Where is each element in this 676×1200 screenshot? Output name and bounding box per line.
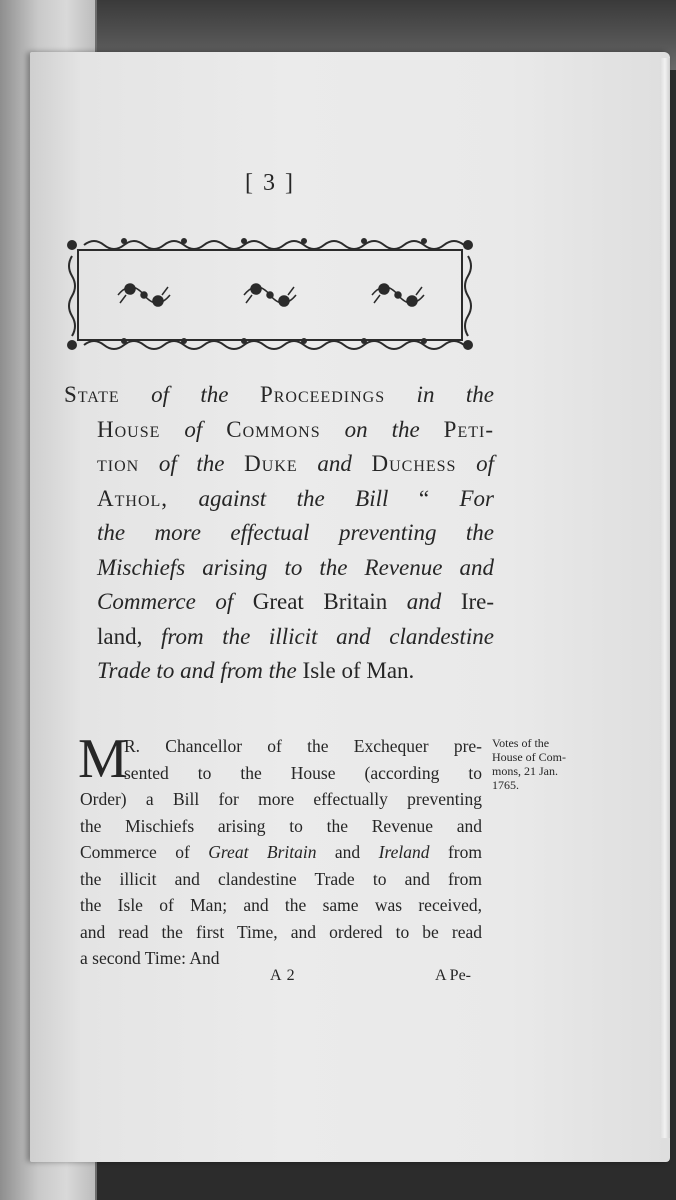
text-run: Commons xyxy=(226,416,321,442)
text-run: House xyxy=(97,416,161,442)
text-run: Peti- xyxy=(443,416,494,442)
margin-note-line: Votes of the xyxy=(492,736,550,750)
text-run: “ xyxy=(418,485,460,511)
title-line xyxy=(64,413,494,448)
text-run: the illicit and clandestine Trade to and from xyxy=(80,868,482,889)
text-run: the Mischiefs arising to the Revenue and xyxy=(80,815,482,836)
text-run: Duchess xyxy=(371,451,457,476)
drop-cap: M xyxy=(78,728,128,790)
margin-note-line: 1765. xyxy=(492,778,519,792)
text-run: Great Britain xyxy=(252,589,407,614)
text-run: from xyxy=(429,842,482,862)
text-run: of the xyxy=(139,451,245,476)
document-title xyxy=(64,378,494,689)
text-run: and xyxy=(297,451,372,476)
margin-note xyxy=(492,736,582,792)
text-run: the more effectual preventing the xyxy=(97,520,494,545)
text-run: and xyxy=(406,589,461,614)
body-line xyxy=(80,866,482,893)
body-line xyxy=(80,786,482,813)
text-run: R. Chancellor of the Exchequer pre- xyxy=(124,736,482,756)
text-run: Athol, xyxy=(97,485,169,511)
title-line xyxy=(64,620,494,655)
text-run: land, xyxy=(97,623,161,649)
text-run: in the xyxy=(385,382,494,407)
title-line xyxy=(64,482,494,517)
body-line xyxy=(80,760,482,787)
title-line xyxy=(64,654,494,689)
title-line xyxy=(64,516,494,551)
text-run: Commerce of xyxy=(80,842,209,862)
text-run: Duke xyxy=(244,451,298,476)
text-run: the Isle of Man; and the same was received, xyxy=(80,895,482,915)
text-run: and xyxy=(316,842,379,862)
title-line xyxy=(64,585,494,620)
title-line xyxy=(64,378,494,413)
text-run: State xyxy=(64,382,120,407)
body-paragraph xyxy=(78,728,482,972)
body-line xyxy=(80,919,482,946)
text-run: Great Britain xyxy=(208,842,317,862)
text-run: from the illicit and clandestine xyxy=(160,623,494,649)
text-run: tion xyxy=(97,451,140,476)
signature-mark: A 2 xyxy=(270,967,296,984)
text-run: For xyxy=(459,485,494,511)
text-run: Isle of Man. xyxy=(302,658,415,683)
text-run: against the Bill xyxy=(168,485,419,511)
text-run: Commerce of xyxy=(97,589,253,614)
text-run: of the xyxy=(119,382,260,407)
text-run: Ireland xyxy=(378,842,430,862)
text-run: Trade to and from the xyxy=(97,658,303,683)
text-run: Ire- xyxy=(460,589,494,614)
page-edge xyxy=(660,58,670,1138)
title-line xyxy=(64,551,494,586)
margin-note-line: mons, 21 Jan. xyxy=(492,764,558,778)
body-line xyxy=(80,839,482,866)
text-run: of xyxy=(456,451,494,476)
text-run: and read the first Time, and ordered to be read xyxy=(80,921,482,942)
body-line xyxy=(80,733,482,760)
text-run: a second Time: And xyxy=(80,948,220,968)
catchword: A Pe- xyxy=(435,967,471,984)
text-run: on the xyxy=(320,416,444,442)
decorative-headpiece xyxy=(64,236,476,354)
text-run: Order) a Bill for more effectually preventing xyxy=(80,789,482,809)
body-line xyxy=(80,892,482,919)
body-line xyxy=(80,813,482,840)
text-run: of xyxy=(160,416,227,442)
text-run: sented to the House (according to xyxy=(124,762,482,783)
title-line xyxy=(64,447,494,482)
margin-note-line: House of Com- xyxy=(492,750,566,764)
text-run: Mischiefs arising to the Revenue and xyxy=(97,554,494,580)
page-number: [ 3 ] xyxy=(245,170,295,196)
text-run: Proceedings xyxy=(259,382,386,407)
